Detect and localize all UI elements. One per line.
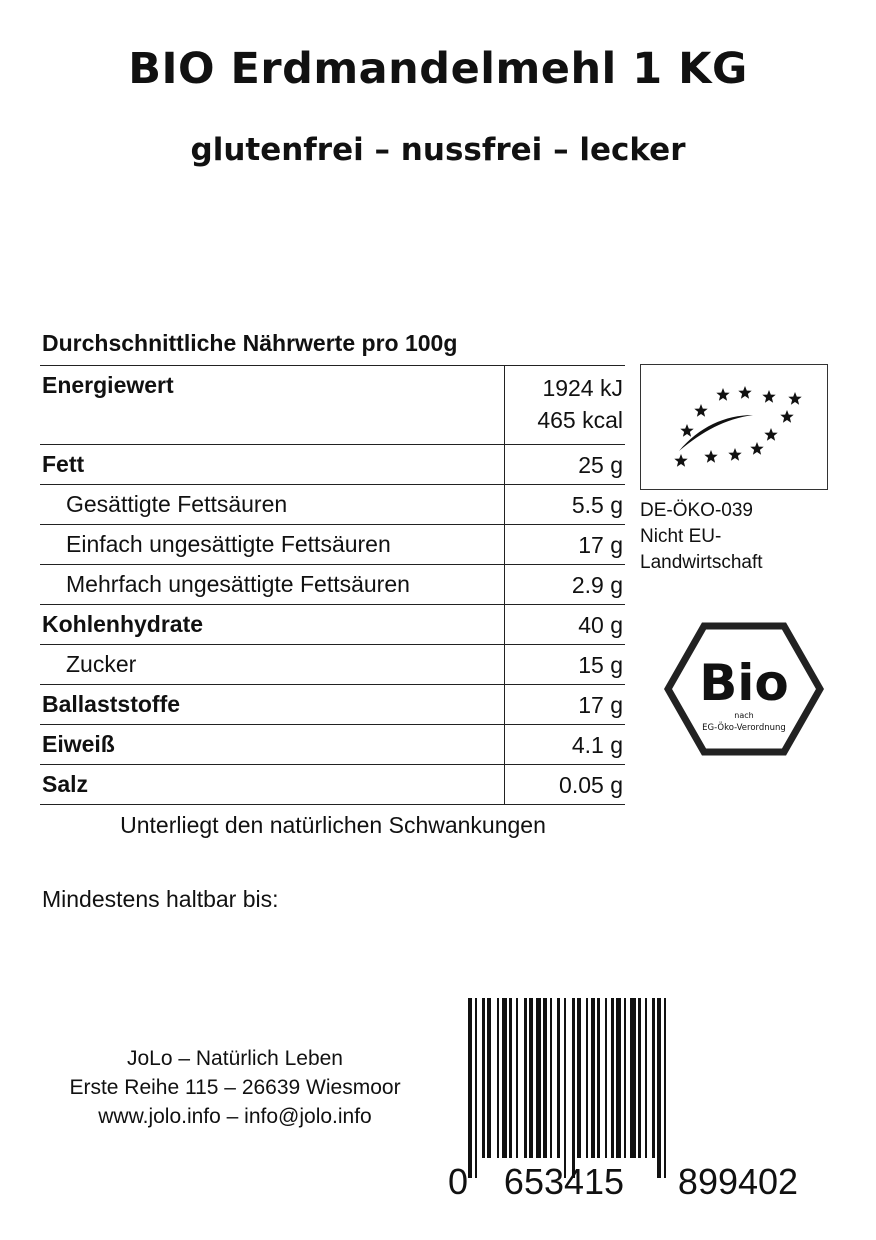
bio-logo-text: Bio [699,654,789,712]
eu-star-icon [728,448,741,461]
contact-address [40,1044,430,1131]
nutrition-label: Zucker [40,645,505,685]
eu-star-icon [750,442,763,455]
barcode [442,996,846,1202]
barcode-bar [624,998,626,1158]
barcode-bar [564,998,566,1178]
eu-star-icon [704,450,717,463]
barcode-bar [605,998,607,1158]
barcode-digits-left: 653415 [503,1161,625,1202]
bio-hexagon-icon [664,622,824,756]
nutrition-value: 1924 kJ [542,375,623,401]
product-subtitle: glutenfrei – nussfrei – lecker [190,132,686,168]
nutrition-value: 17 g [578,531,623,558]
eu-organic-leaf-graphic [641,365,827,489]
nutrition-value: 4.1 g [571,731,623,758]
nutrition-label: Einfach ungesättigte Fettsäuren [40,525,505,565]
eu-star-icon [694,404,707,417]
barcode-bar [509,998,512,1158]
nutrition-row [40,645,625,685]
barcode-bar [572,998,575,1178]
nutrition-value: 465 kcal [537,407,623,433]
nutrition-value: 5.5 g [571,491,623,518]
nutrition-row [40,485,625,525]
origin-line-2: Landwirtschaft [640,552,763,573]
barcode-bar [524,998,527,1158]
nutrition-value-cell [505,605,626,645]
barcode-bar [664,998,666,1178]
nutrition-label: Energiewert [40,366,505,445]
barcode-bar [557,998,560,1158]
nutrition-label: Mehrfach ungesättigte Fettsäuren [40,565,505,605]
barcode-bar [516,998,518,1158]
nutrition-value-cell [505,445,626,485]
contact-street: Erste Reihe 115 – 26639 Wiesmoor [69,1076,401,1099]
barcode-bar [591,998,595,1158]
nutrition-value: 2.9 g [571,571,623,598]
nutrition-value-cell [505,366,626,445]
barcode-bar [638,998,641,1158]
barcode-bar [652,998,655,1158]
barcode-bar [616,998,621,1158]
barcode-bar [482,998,485,1158]
nutrition-table [40,365,625,805]
barcode-bar [550,998,552,1158]
nutrition-row [40,605,625,645]
contact-web-mail: www.jolo.info – info@jolo.info [98,1105,372,1128]
barcode-bar [529,998,533,1158]
nutrition-value-cell [505,765,626,805]
barcode-bar [468,998,472,1178]
nutrition-value: 40 g [578,611,623,638]
barcode-bar [536,998,541,1158]
nutrition-value: 15 g [578,651,623,678]
bio-logo-sub-1: nach [734,711,754,720]
nutrition-label: Gesättigte Fettsäuren [40,485,505,525]
bio-logo-sub-2: EG-Öko-Verordnung [702,723,786,733]
certification-code: DE-ÖKO-039 [640,500,753,521]
nutrition-value: 0.05 g [559,771,623,798]
barcode-bar [475,998,477,1178]
eu-star-icon [738,386,751,399]
nutrition-label: Eiweiß [40,725,505,765]
eu-star-icon [716,388,729,401]
contact-company: JoLo – Natürlich Leben [127,1047,343,1070]
certification-info [640,498,763,576]
nutrition-value-cell [505,565,626,605]
eu-organic-leaf-icon [640,364,828,490]
nutrition-value-cell [505,645,626,685]
nutrition-row [40,765,625,805]
eu-star-icon [780,410,793,423]
nutrition-value: 17 g [578,691,623,718]
nutrition-row [40,525,625,565]
barcode-bar [577,998,581,1158]
nutrition-value-cell [505,725,626,765]
eu-star-icon [762,390,775,403]
nutrition-row [40,366,625,445]
nutrition-value: 25 g [578,451,623,478]
nutrition-label: Kohlenhydrate [40,605,505,645]
nutrition-value-cell [505,525,626,565]
eu-star-icon [788,392,801,405]
barcode-bar [487,998,491,1158]
barcode-bar [586,998,588,1158]
nutrition-label: Fett [40,445,505,485]
barcode-bar [597,998,600,1158]
barcode-icon [442,996,846,1202]
barcode-bar [502,998,507,1158]
barcode-bar [645,998,647,1158]
nutrition-value-cell [505,485,626,525]
nutrition-label: Ballaststoffe [40,685,505,725]
origin-line-1: Nicht EU- [640,526,722,547]
nutrition-value-cell [505,685,626,725]
barcode-bar [543,998,547,1158]
eu-star-icon [764,428,777,441]
barcode-digits-right: 899402 [677,1161,799,1202]
eu-star-icon [680,424,693,437]
nutrition-note: Unterliegt den natürlichen Schwankungen [120,812,546,838]
barcode-bar [497,998,499,1158]
barcode-bar [611,998,614,1158]
eu-star-icon [674,454,687,467]
barcode-digit-first: 0 [447,1161,469,1202]
product-title: BIO Erdmandelmehl 1 KG [128,44,748,94]
barcode-bar [630,998,636,1158]
nutrition-row [40,725,625,765]
barcode-bar [657,998,661,1178]
nutrition-label: Salz [40,765,505,805]
nutrition-heading: Durchschnittliche Nährwerte pro 100g [42,330,458,356]
nutrition-row [40,685,625,725]
nutrition-row [40,445,625,485]
nutrition-row [40,565,625,605]
best-before-label: Mindestens haltbar bis: [42,886,279,912]
